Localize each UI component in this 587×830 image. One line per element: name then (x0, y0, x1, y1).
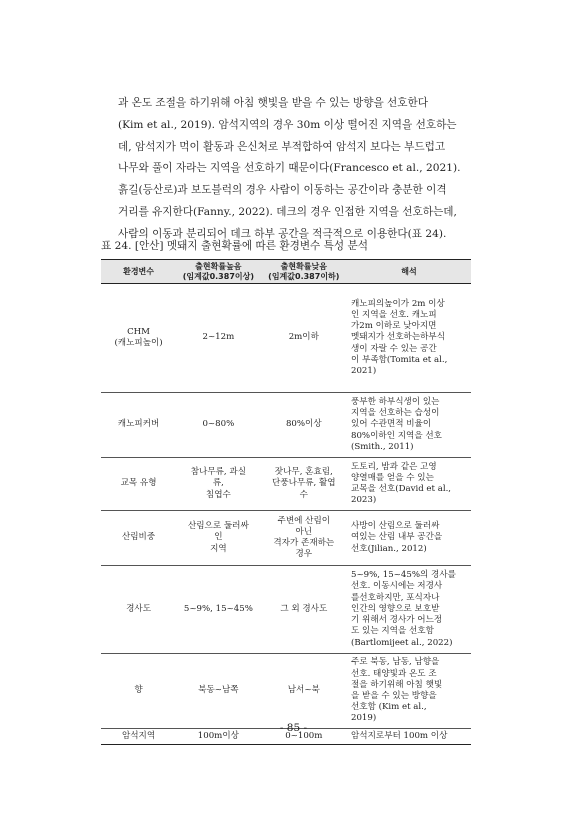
header-interpretation: 해석 (347, 260, 471, 284)
paragraph-line: 사람의 이동과 분리되어 데크 하부 공간을 적극적으로 이용한다(표 24). (118, 227, 447, 240)
cell-interpretation: 캐노피의높이가 2m 이상 인 지역을 선호. 캐노피 가2m 이하로 낮아지면 멧돼지가 선호하는하부식 생이 자랄 수 있는 공간 이 부족함(Tomita et al., 2021) (347, 284, 471, 393)
cell-high: 북동~남쪽 (176, 654, 261, 729)
cell-variable: 향 (101, 654, 176, 729)
cell-low: 2m이하 (261, 284, 347, 393)
environment-variable-table (101, 259, 471, 745)
cell-low: 0~100m (261, 729, 347, 745)
header-variable: 환경변수 (101, 260, 176, 284)
cell-high: 산림으로 둘러싸 인 지역 (176, 511, 261, 566)
table-row (101, 654, 471, 729)
cell-variable: CHM (캐노피높이) (101, 284, 176, 393)
cell-low: 그 외 경사도 (261, 566, 347, 654)
header-low-probability: 출현확률낮음 (임계값0.387이하) (261, 260, 347, 284)
cell-variable: 교목 유형 (101, 458, 176, 511)
paragraph-line: 거리를 유지한다(Fanny., 2022). 데크의 경우 인접한 지역을 선호하는데, (118, 205, 457, 218)
table-row (101, 393, 471, 458)
cell-interpretation: 사방이 산림으로 둘러싸 여있는 산림 내부 공간을 선호(Jilian., 2012) (347, 511, 471, 566)
table-row (101, 511, 471, 566)
cell-interpretation: 주로 북동, 남동, 남향을 선호. 태양빛과 온도 조 절을 하기위해 아침 햇빛 을 받을 수 있는 방향을 선호함 (Kim et al., 2019) (347, 654, 471, 729)
cell-variable: 캐노피커버 (101, 393, 176, 458)
paragraph-line: 데, 암석지가 먹이 활동과 은신처로 부적합하여 암석지 보다는 부드럽고 (118, 140, 446, 153)
paragraph-line: 나무와 풀이 자라는 지역을 선호하기 때문이다(Francesco et al., 2021). (118, 162, 461, 175)
cell-low: 남서~북 (261, 654, 347, 729)
paragraph-line: 흙길(등산로)과 보도블럭의 경우 사람이 이동하는 공간이라 충분한 이격 (118, 184, 447, 197)
paragraph-line: 과 온도 조절을 하기위해 아침 햇빛을 받을 수 있는 방향을 선호한다 (118, 97, 428, 109)
cell-high: 참나무류, 과실 류, 침엽수 (176, 458, 261, 511)
table-caption: 표 24. [안산] 멧돼지 출현확률에 따른 환경변수 특성 분석 (101, 240, 368, 252)
cell-interpretation: 5~9%, 15~45%의 경사를 선호. 이동시에는 저경사 를선호하지만, 포식자나 인간의 영향으로 보호받 기 위해서 경사가 어느정 도 있는 지역을 선호함 (Bartlomijeet al., 2022) (347, 566, 471, 654)
cell-interpretation: 도토리, 밤과 같은 고영 양열매를 얻을 수 있는 교목을 선호(David et al., 2023) (347, 458, 471, 511)
table-row (101, 566, 471, 654)
cell-high: 0~80% (176, 393, 261, 458)
header-high-probability: 출현확률높음 (임계값0.387이상) (176, 260, 261, 284)
page-number: - 85 - (279, 722, 308, 734)
cell-interpretation: 풍부한 하부식생이 있는 지역을 선호하는 습성이 있어 수관면적 비율이 80%이하인 지역을 선호 (Smith., 2011) (347, 393, 471, 458)
cell-high: 100m이상 (176, 729, 261, 745)
table-body (101, 284, 471, 745)
cell-high: 5~9%, 15~45% (176, 566, 261, 654)
table-row (101, 284, 471, 393)
cell-variable: 산림비중 (101, 511, 176, 566)
cell-variable: 경사도 (101, 566, 176, 654)
paragraph-line: (Kim et al., 2019). 암석지역의 경우 30m 이상 떨어진 지역을 선호하는 (118, 118, 457, 131)
cell-interpretation: 암석지로부터 100m 이상 (347, 729, 471, 745)
table-header-row (101, 260, 471, 284)
cell-low: 잣나무, 혼효림, 단풍나무류, 활엽 수 (261, 458, 347, 511)
cell-low: 주변에 산림이 아닌 격자가 존재하는 경우 (261, 511, 347, 566)
cell-high: 2~12m (176, 284, 261, 393)
cell-variable: 암석지역 (101, 729, 176, 745)
cell-low: 80%이상 (261, 393, 347, 458)
body-paragraph (118, 93, 490, 246)
table-row (101, 458, 471, 511)
